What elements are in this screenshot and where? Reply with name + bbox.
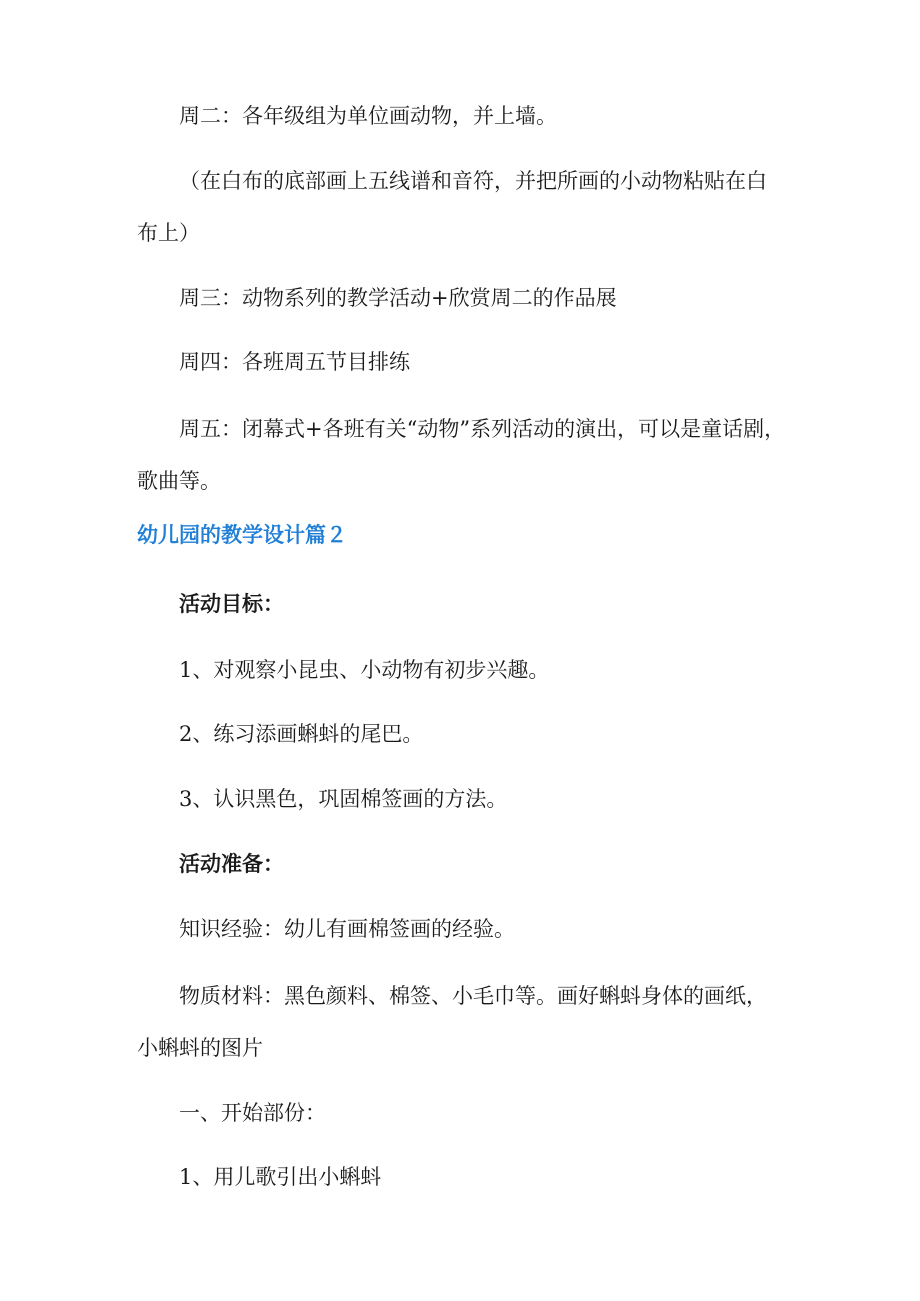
paragraph-cloth-note: （在白布的底部画上五线谱和音符，并把所画的小动物粘贴在白布上）	[137, 169, 767, 245]
prep-knowledge: 知识经验：幼儿有画棉签画的经验。	[179, 917, 515, 941]
goal-item-2: 2、练习添画蝌蚪的尾巴。	[179, 722, 424, 746]
activity-goals-heading: 活动目标：	[179, 592, 284, 616]
paragraph-wednesday: 周三：动物系列的教学活动+欣赏周二的作品展	[179, 286, 617, 310]
prep-materials: 物质材料：黑色颜料、棉签、小毛巾等。画好蝌蚪身体的画纸，小蝌蚪的图片	[137, 984, 767, 1060]
paragraph-tuesday: 周二：各年级组为单位画动物，并上墙。	[179, 104, 557, 128]
goal-item-1: 1、对观察小昆虫、小动物有初步兴趣。	[179, 658, 550, 682]
goal-item-3: 3、认识黑色，巩固棉签画的方法。	[179, 787, 508, 811]
part-one-heading: 一、开始部份：	[179, 1101, 326, 1125]
paragraph-friday: 周五：闭幕式+各班有关“动物”系列活动的演出，可以是童话剧，歌曲等。	[137, 417, 786, 493]
section-heading: 幼儿园的教学设计篇２	[137, 523, 347, 547]
part-one-item-1: 1、用儿歌引出小蝌蚪	[179, 1165, 382, 1189]
activity-prep-heading: 活动准备：	[179, 852, 284, 876]
paragraph-thursday: 周四：各班周五节目排练	[179, 350, 410, 374]
